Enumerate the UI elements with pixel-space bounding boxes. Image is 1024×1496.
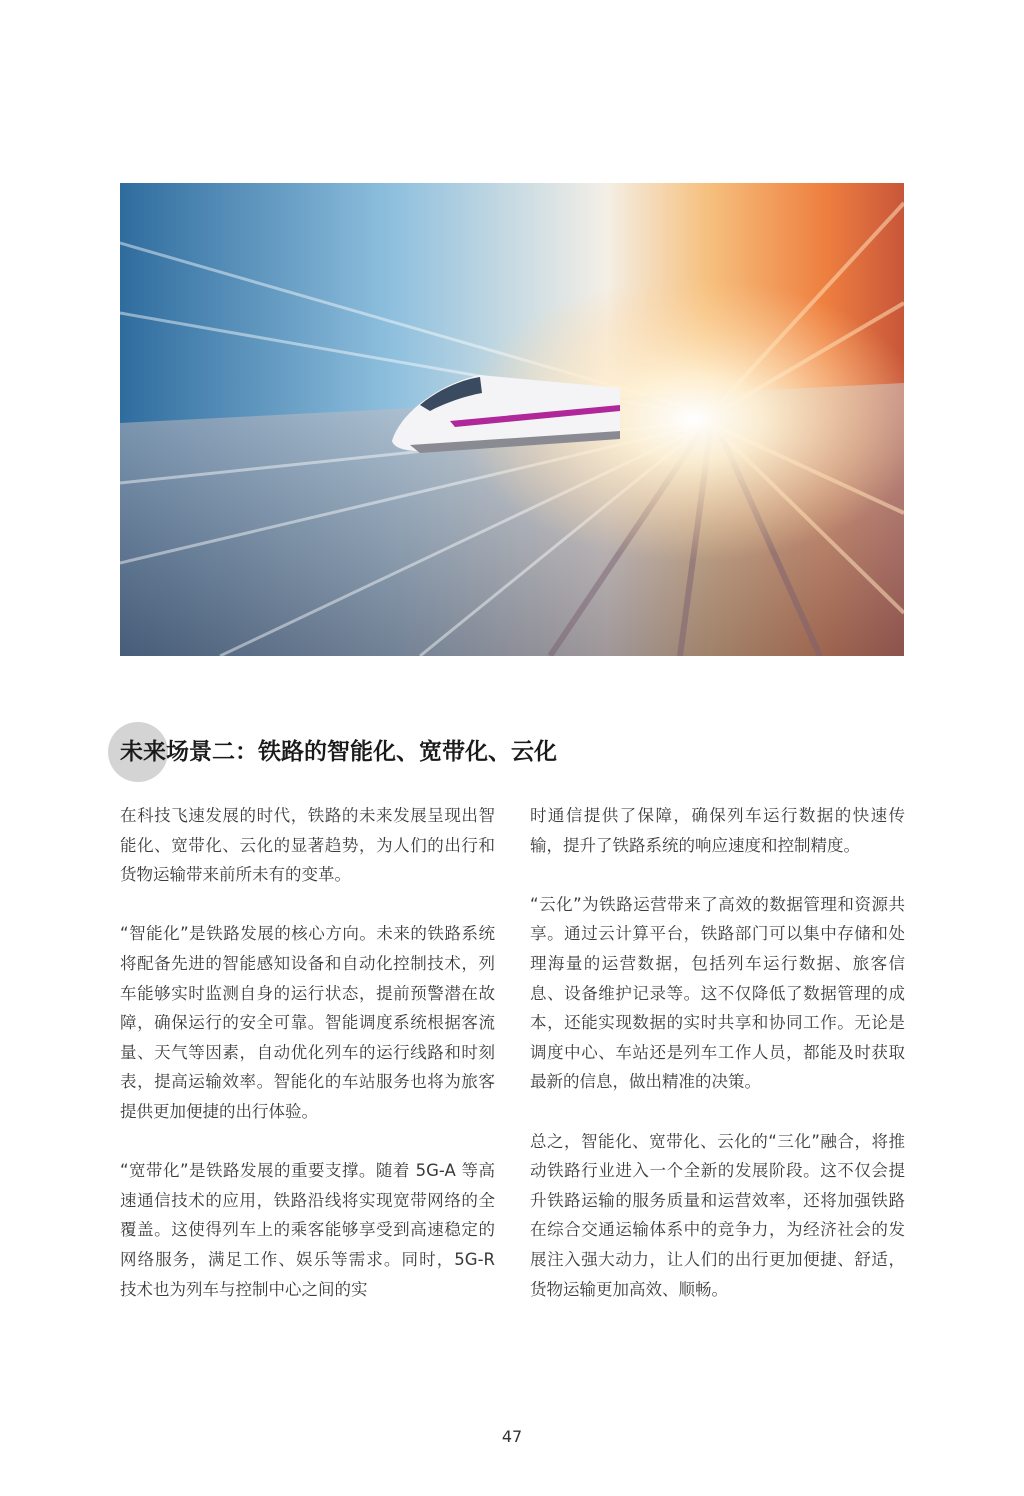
- body-column-right: [530, 801, 905, 1334]
- paragraph-broadband: “宽带化”是铁路发展的重要支撑。随着 5G-A 等高速通信技术的应用，铁路沿线将实现宽带网络的全覆盖。这使得列车上的乘客能够享受到高速稳定的网络服务，满足工作、娱乐等需求。同时，5G-R 技术也为列车与控制中心之间的实: [120, 1161, 495, 1299]
- section-title: 未来场景二：铁路的智能化、宽带化、云化: [120, 739, 557, 765]
- paragraph-intelligence: “智能化”是铁路发展的核心方向。未来的铁路系统将配备先进的智能感知设备和自动化控制技术，列车能够实时监测自身的运行状态，提前预警潜在故障，确保运行的安全可靠。智能调度系统根据客流量、天气等因素，自动优化列车的运行线路和时刻表，提高运输效率。智能化的车站服务也将为旅客提供更加便捷的出行体验。: [120, 924, 495, 1121]
- paragraph-cloud: “云化”为铁路运营带来了高效的数据管理和资源共享。通过云计算平台，铁路部门可以集中存储和处理海量的运营数据，包括列车运行数据、旅客信息、设备维护记录等。这不仅降低了数据管理的成本，还能实现数据的实时共享和协同工作。无论是调度中心、车站还是列车工作人员，都能及时获取最新的信息，做出精准的决策。: [530, 894, 905, 1092]
- train-photo-illustration: [120, 183, 904, 656]
- hero-train-image: [120, 183, 904, 656]
- page-number: 47: [501, 1427, 523, 1446]
- paragraph-conclusion: 总之，智能化、宽带化、云化的“三化”融合，将推动铁路行业进入一个全新的发展阶段。这不仅会提升铁路运输的服务质量和运营效率，还将加强铁路在综合交通运输体系中的竞争力，为经济社会的发展注入强大动力，让人们的出行更加便捷、舒适，货物运输更加高效、顺畅。: [530, 1131, 905, 1299]
- paragraph-broadband-cont: 时通信提供了保障，确保列车运行数据的快速传输，提升了铁路系统的响应速度和控制精度。: [530, 806, 905, 855]
- body-column-left: [120, 801, 495, 1334]
- paragraph-intro: 在科技飞速发展的时代，铁路的未来发展呈现出智能化、宽带化、云化的显著趋势，为人们的出行和货物运输带来前所未有的变革。: [120, 806, 495, 885]
